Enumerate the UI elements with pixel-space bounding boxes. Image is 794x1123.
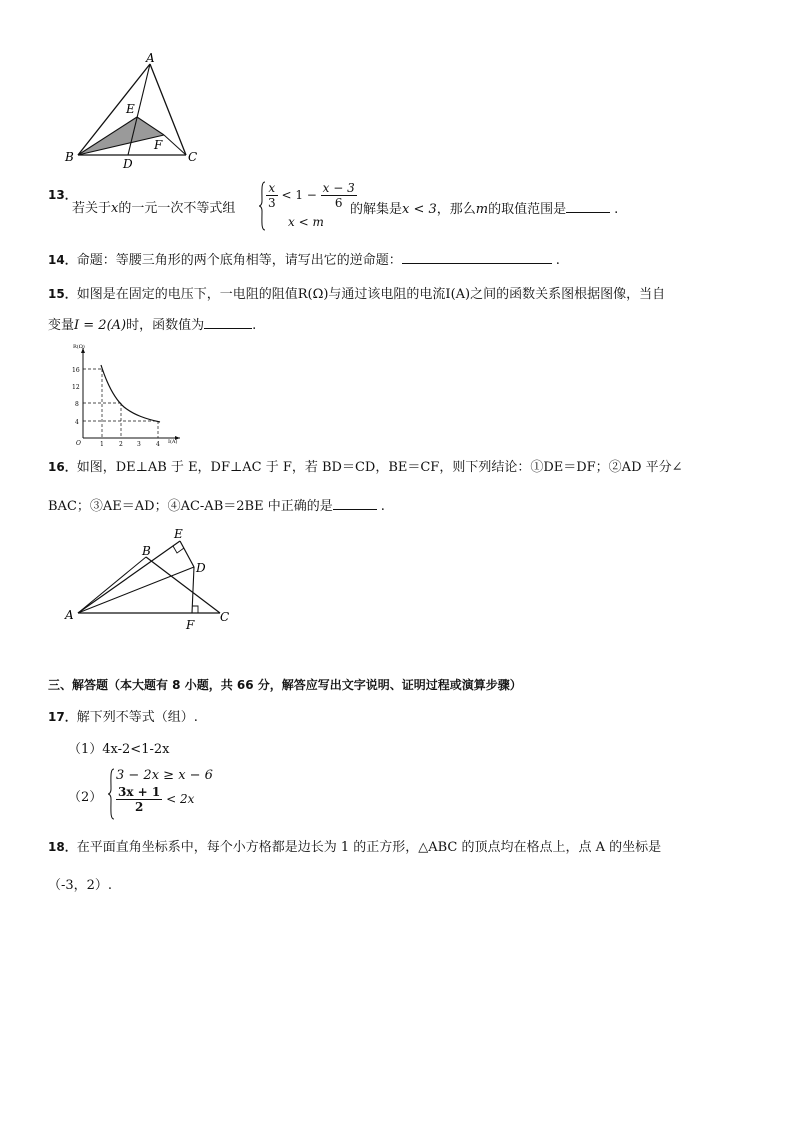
label-A: A <box>146 51 155 65</box>
svg-text:O: O <box>76 440 81 447</box>
answer-blank[interactable] <box>204 316 252 329</box>
label-B: B <box>65 150 74 164</box>
function-graph-q15 <box>68 342 188 448</box>
question-17: 17．解下列不等式（组）. <box>48 710 198 725</box>
label-D: D <box>123 157 133 170</box>
q18-line2: （-3，2）. <box>48 878 113 893</box>
svg-text:4: 4 <box>75 419 79 426</box>
svg-text:D: D <box>196 561 206 575</box>
svg-text:2: 2 <box>119 441 123 448</box>
q16-line2: BAC；③AE＝AD；④AC-AB＝2BE 中正确的是 . <box>48 499 385 514</box>
q17-part2-system: 3 − 2x ≥ x − 6 $\frac{3x + 1}{2}$ < 2x <box>107 768 227 820</box>
shaded-triangle <box>78 117 164 155</box>
svg-text:12: 12 <box>72 384 80 391</box>
q13-line: 若关于x的一元一次不等式组 <box>72 201 236 216</box>
svg-text:C: C <box>220 610 230 624</box>
svg-text:E: E <box>174 527 183 541</box>
svg-text:3: 3 <box>137 441 141 448</box>
question-14: 14．命题：等腰三角形的两个底角相等，请写出它的逆命题： . <box>48 253 560 268</box>
section-header: 三、解答题（本大题有 8 小题，共 66 分，解答应写出文字说明、证明过程或演算步骤） <box>48 678 522 692</box>
svg-text:A: A <box>65 608 74 622</box>
label-F: F <box>154 138 163 152</box>
svg-text:1: 1 <box>100 441 104 448</box>
q13-tail: 的解集是x < 3，那么m的取值范围是 . <box>350 202 619 217</box>
svg-text:I(A): I(A) <box>168 439 178 445</box>
question-16: 16．如图，DE⊥AB 于 E，DF⊥AC 于 F，若 BD＝CD，BE＝CF，则下列结论：①DE＝DF；②AD 平分∠ <box>48 460 683 475</box>
q13-system: $\frac{x}{3}$ < 1 − $\frac{x - 3}{6}$ x < m <box>258 181 358 231</box>
label-C: C <box>188 150 198 164</box>
svg-text:4: 4 <box>156 441 160 448</box>
svg-text:F: F <box>186 618 195 632</box>
q17-part2-label: （2） <box>68 790 103 805</box>
answer-blank[interactable] <box>333 497 377 510</box>
svg-text:16: 16 <box>72 367 80 374</box>
answer-blank[interactable] <box>566 200 610 213</box>
triangle-figure-top <box>60 50 210 170</box>
label-E: E <box>126 102 135 116</box>
svg-text:8: 8 <box>75 401 79 408</box>
svg-text:B: B <box>142 544 151 558</box>
question-13: 13． <box>48 188 77 202</box>
triangle-figure-q16 <box>60 525 240 635</box>
q17-part1: （1）4x-2<1-2x <box>68 742 170 757</box>
question-number: 13 <box>48 188 65 202</box>
q15-line2: 变量I = 2(A)时，函数值为 . <box>48 318 257 333</box>
question-15: 15．如图是在固定的电压下，一电阻的阻值R(Ω)与通过该电阻的电流I(A)之间的函数关系图根据图像，当自 <box>48 287 666 302</box>
question-18: 18．在平面直角坐标系中，每个小方格都是边长为 1 的正方形，△ABC 的顶点均在格点上，点 A 的坐标是 <box>48 840 662 855</box>
answer-blank[interactable] <box>402 251 552 264</box>
svg-text:R(Ω): R(Ω) <box>73 344 85 350</box>
